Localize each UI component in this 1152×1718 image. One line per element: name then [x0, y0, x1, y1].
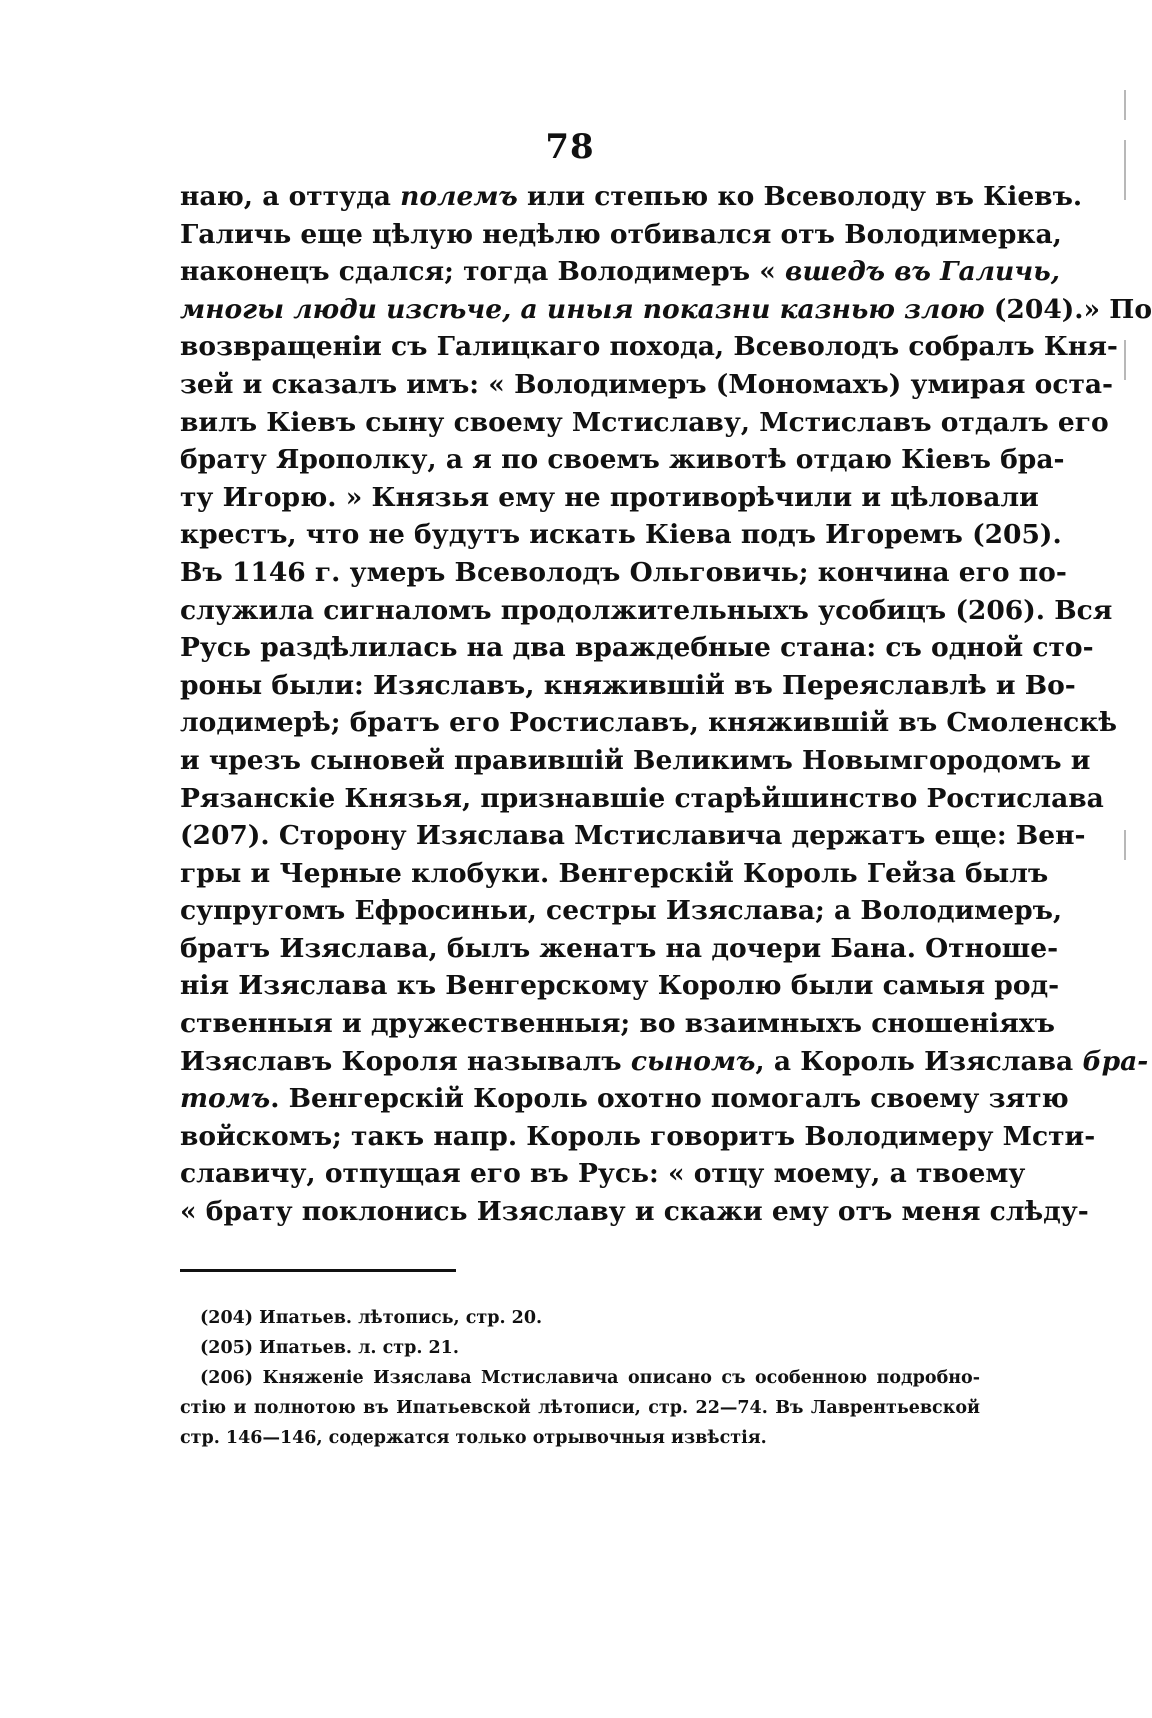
text-line — [180, 178, 1083, 216]
footnote-206-line-1: (206) Княженіе Изяслава Мстиславича описано съ особенною подробно- — [200, 1368, 980, 1388]
italic-text-run: вшедъ въ Галичь, — [785, 256, 1060, 288]
text-run: крестъ, что не будутъ искать Кіева подъ Игоремъ (205). — [180, 519, 1062, 551]
main-text-block — [180, 178, 1152, 1231]
text-line — [180, 667, 1076, 705]
text-run: или степью ко Всеволоду въ Кіевъ. — [517, 181, 1083, 212]
scan-edge-mark — [1124, 830, 1126, 860]
text-run: возвращеніи съ Галицкаго похода, Всеволодъ собралъ Кня- — [180, 331, 1118, 363]
text-line — [180, 1118, 1096, 1156]
page-number: 78 — [545, 127, 595, 167]
text-run: Русь раздѣлилась на два враждебные стана: съ одной сто- — [180, 632, 1094, 664]
text-line — [180, 1043, 1149, 1081]
text-line — [180, 441, 1065, 479]
scan-edge-mark — [1124, 340, 1126, 380]
text-line — [180, 404, 1109, 442]
text-line — [180, 253, 1060, 291]
text-run: ственныя и дружественныя; во взаимныхъ сношеніяхъ — [180, 1008, 1055, 1040]
italic-text-run: бра- — [1082, 1045, 1149, 1077]
text-line — [180, 780, 1104, 818]
italic-text-run: многы люди изсѣче, а иныя показни казнью злою — [180, 293, 985, 325]
text-run: брату Ярополку, а я по своемъ животѣ отдаю Кіевъ бра- — [180, 444, 1065, 476]
text-line — [180, 554, 1067, 592]
footnote-separator — [180, 1269, 456, 1272]
text-run: роны были: Изяславъ, княжившій въ Переяславлѣ и Во- — [180, 669, 1076, 701]
footnote-205: (205) Ипатьев. л. стр. 21. — [200, 1338, 459, 1358]
text-run: братъ Изяслава, былъ женатъ на дочери Бана. Отноше- — [180, 932, 1059, 964]
footnote-206-line-3: стр. 146—146, содержатся только отрывочныя извѣстія. — [180, 1428, 767, 1448]
text-line — [180, 892, 1063, 930]
text-line — [180, 742, 1091, 780]
text-line — [180, 817, 1086, 855]
text-run: (204).» По — [984, 293, 1152, 325]
text-run: зей и сказалъ имъ: « Володимеръ (Мономахъ) умирая оста- — [180, 368, 1114, 400]
text-run: ту Игорю. » Князья ему не противорѣчили и цѣловали — [180, 481, 1039, 513]
italic-text-run: полемъ — [400, 181, 518, 212]
text-run: служила сигналомъ продолжительныхъ усобицъ (206). Вся — [180, 594, 1113, 626]
text-line — [180, 328, 1118, 366]
text-run: (207). Сторону Изяслава Мстиславича держатъ еще: Вен- — [180, 820, 1086, 852]
footnote-204: (204) Ипатьев. лѣтопись, стр. 20. — [200, 1308, 543, 1328]
text-line — [180, 479, 1039, 517]
text-line — [180, 592, 1113, 630]
text-line — [180, 930, 1059, 968]
text-run: славичу, отпущая его въ Русь: « отцу моему, а твоему — [180, 1158, 1026, 1190]
text-line — [180, 1193, 1089, 1231]
text-run: супругомъ Ефросиньи, сестры Изяслава; а Володимеръ, — [180, 895, 1063, 927]
text-line — [180, 629, 1094, 667]
text-run: вилъ Кіевъ сыну своему Мстиславу, Мстиславъ отдалъ его — [180, 406, 1109, 438]
text-run: наю, а оттуда — [180, 181, 401, 212]
text-run: нія Изяслава къ Венгерскому Королю были самыя род- — [180, 970, 1060, 1002]
text-line — [180, 704, 1118, 742]
footnotes-block — [180, 1303, 980, 1453]
text-line — [180, 855, 1049, 893]
text-line — [180, 1005, 1055, 1043]
text-line — [180, 967, 1060, 1005]
text-run: Въ 1146 г. умеръ Всеволодъ Ольговичь; кончина его по- — [180, 556, 1067, 588]
text-line — [180, 516, 1062, 554]
text-run: гры и Черные клобуки. Венгерскій Король Гейза былъ — [180, 857, 1049, 889]
text-line — [180, 1155, 1026, 1193]
italic-text-run: томъ — [180, 1083, 271, 1115]
text-line — [180, 216, 1062, 254]
text-run: . Венгерскій Король охотно помогалъ своему зятю — [270, 1083, 1069, 1115]
text-run: Галичь еще цѣлую недѣлю отбивался отъ Володимерка, — [180, 218, 1062, 250]
text-run: Рязанскіе Князья, признавшіе старѣйшинство Ростислава — [180, 782, 1104, 814]
text-run: Изяславъ Короля называлъ — [180, 1045, 631, 1077]
text-run: войскомъ; такъ напр. Король говоритъ Володимеру Мсти- — [180, 1120, 1096, 1152]
scan-edge-mark — [1124, 90, 1126, 120]
footnote-206-line-2: стію и полнотою въ Ипатьевской лѣтописи, стр. 22—74. Въ Лаврентьевской — [180, 1398, 980, 1418]
text-line — [180, 366, 1114, 404]
text-run: наконецъ сдался; тогда Володимеръ « — [180, 256, 786, 288]
text-run: « брату поклонись Изяславу и скажи ему отъ меня слѣду- — [180, 1196, 1089, 1228]
italic-text-run: сыномъ — [630, 1045, 756, 1077]
text-line — [180, 291, 1152, 329]
text-run: лодимерѣ; братъ его Ростиславъ, княжившій въ Смоленскѣ — [180, 707, 1118, 739]
text-line — [180, 1080, 1069, 1118]
text-run: и чрезъ сыновей правившій Великимъ Новымгородомъ и — [180, 744, 1091, 776]
text-run: , а Король Изяслава — [755, 1045, 1083, 1077]
